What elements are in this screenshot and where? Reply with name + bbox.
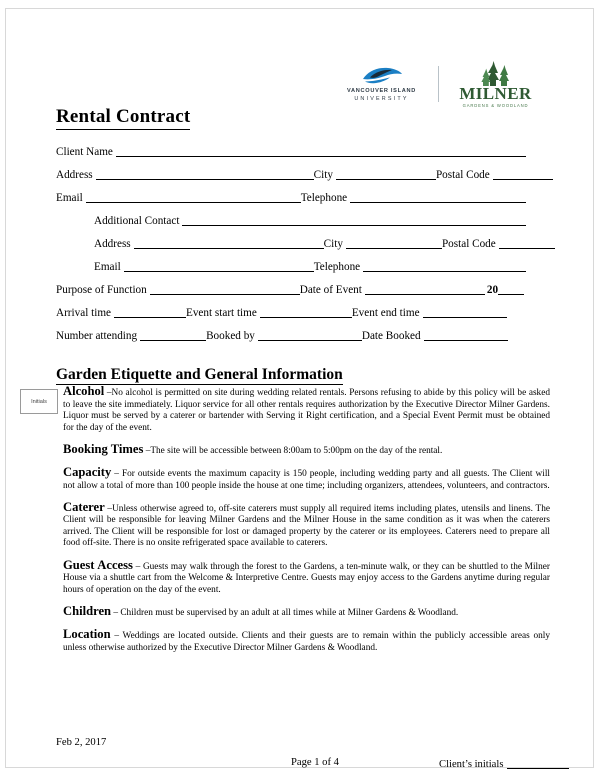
form-field-label: 20 <box>486 284 499 296</box>
form-row <box>56 250 526 273</box>
form-field-input[interactable] <box>114 306 186 318</box>
form-field-input[interactable] <box>258 329 362 341</box>
form-field-label: City <box>323 238 343 250</box>
clause-term: Booking Times <box>63 441 144 456</box>
milner-gardens-logo <box>448 60 543 108</box>
form-field-input[interactable] <box>336 168 436 180</box>
form-field-label: Email <box>56 192 83 204</box>
clause-term: Capacity <box>63 464 112 479</box>
form-field-label: Telephone <box>313 261 361 273</box>
form-field-label: Additional Contact <box>94 215 180 227</box>
clause <box>63 557 550 597</box>
form-field-label: City <box>313 169 333 181</box>
form-row <box>56 273 526 296</box>
form-row <box>56 319 526 342</box>
form-field-input[interactable] <box>124 260 314 272</box>
form-field-label: Address <box>56 169 93 181</box>
form-field-input[interactable] <box>423 306 507 318</box>
form-row <box>56 204 526 227</box>
form-field-label: Date Booked <box>361 330 421 342</box>
milner-trees-icon <box>476 60 516 86</box>
initials-box[interactable]: Initials <box>20 389 58 414</box>
form-field-input[interactable] <box>96 168 314 180</box>
form-row <box>56 296 526 319</box>
clause-term: Children <box>63 603 112 618</box>
form-field-label: Event end time <box>351 307 420 319</box>
form-field-input[interactable] <box>499 237 555 249</box>
form-field-input[interactable] <box>140 329 206 341</box>
clause-text: – Children must be supervised by an adult at all times while at Milner Gardens & Woodland. <box>111 607 459 618</box>
form-field-label: Postal Code <box>441 238 496 250</box>
form-field-label: Telephone <box>300 192 348 204</box>
footer-client-initials-label: Client’s initials <box>439 759 504 770</box>
form-field-label: Client Name <box>56 146 113 158</box>
clause-text: –The site will be accessible between 8:00am to 5:00pm on the day of the rental. <box>143 445 443 456</box>
form-field-label: Date of Event <box>299 284 362 296</box>
clause-text: – Weddings are located outside. Clients and their guests are to remain within the publicly accessible areas only unless otherwise authorized by the Executive Director Milner Gardens & Woodland. <box>63 630 550 653</box>
form-field-label: Address <box>94 238 131 250</box>
clause-text: – Guests may walk through the forest to the Gardens, a ten-minute walk, or they can be shuttled to the Milner House via a shuttle cart from the Welcome & Interpretive Centre. Guests may enjoy access to the Gardens anytime during regular hours of operation on the day of the event. <box>63 561 550 595</box>
terms-clause-list <box>63 386 550 664</box>
viu-name-line2: UNIVERSITY <box>354 95 409 102</box>
form-field-label: Email <box>94 261 121 273</box>
form-row <box>56 181 526 204</box>
form-row <box>56 158 526 181</box>
vancouver-island-university-logo <box>334 66 429 102</box>
clause-term: Caterer <box>63 499 105 514</box>
form-field-input[interactable] <box>346 237 442 249</box>
section-heading: Garden Etiquette and General Information <box>56 366 343 383</box>
form-field-input[interactable] <box>424 329 508 341</box>
form-field-label: Event start time <box>186 307 257 319</box>
clause <box>63 603 550 620</box>
footer-revision-date: Feb 2, 2017 <box>56 737 107 748</box>
clause-term: Location <box>63 626 111 641</box>
clause <box>63 499 550 550</box>
footer-client-initials-rule[interactable] <box>507 757 569 769</box>
footer-client-initials-field[interactable] <box>439 757 569 770</box>
clause <box>63 464 550 492</box>
form-field-input[interactable] <box>498 283 524 295</box>
form-field-input[interactable] <box>134 237 324 249</box>
viu-wave-bird-icon <box>360 66 404 85</box>
milner-subtitle: GARDENS & WOODLAND <box>462 103 529 108</box>
form-field-input[interactable] <box>493 168 553 180</box>
milner-wordmark: MILNER <box>459 84 532 103</box>
clause-term: Alcohol <box>63 384 105 398</box>
form-field-input[interactable] <box>363 260 526 272</box>
form-field-label: Purpose of Function <box>56 284 147 296</box>
form-field-input[interactable] <box>260 306 352 318</box>
client-information-form <box>56 135 526 342</box>
form-row <box>56 135 526 158</box>
clause <box>63 386 550 434</box>
page-title: Rental Contract <box>56 106 190 130</box>
clause-term: Guest Access <box>63 557 133 572</box>
form-field-label: Booked by <box>206 330 255 342</box>
clause <box>63 441 550 458</box>
clause-text: – For outside events the maximum capacity is 150 people, including wedding party and all guests. The Client will not allow a total of more than 100 people inside the house at one time; including organizers, attendees, volunteers, and contractors. <box>63 468 550 491</box>
clause-text: –No alcohol is permitted on site during wedding related rentals. Persons refusing to abide by this policy will be asked to leave the site immediately. Liquor service for all other rentals requires authorization by the Executive Director Milner Gardens. Liquor must be served by a caterer or bartender with Serving it Right certification, and a Special Event Permit must be obtained for the day of the event. <box>63 388 550 433</box>
clause <box>63 626 550 654</box>
form-field-input[interactable] <box>116 145 526 157</box>
logo-divider <box>438 66 439 102</box>
form-field-input[interactable] <box>182 214 526 226</box>
form-field-input[interactable] <box>350 191 526 203</box>
document-page <box>5 8 594 768</box>
form-field-input[interactable] <box>150 283 300 295</box>
form-field-input[interactable] <box>86 191 301 203</box>
form-field-label: Postal Code <box>435 169 490 181</box>
form-field-label: Arrival time <box>56 307 111 319</box>
letterhead-logos <box>328 59 543 109</box>
form-field-input[interactable] <box>365 283 485 295</box>
footer-page-number: Page 1 of 4 <box>291 757 339 768</box>
viu-name-line1: VANCOUVER ISLAND <box>347 88 416 95</box>
form-field-label: Number attending <box>56 330 138 342</box>
clause-text: –Unless otherwise agreed to, off-site caterers must supply all required items including plates, utensils and linens. The Client will be responsible for leaving Milner Gardens and the Milner House in the same condition as it was when the caterers arrived. The Client will be responsible for lost or damaged property by the caterer or its employees. Caterers need to prepare all food off-site. There is no onsite refrigerated space available to caterers. <box>63 503 550 549</box>
form-row <box>56 227 526 250</box>
